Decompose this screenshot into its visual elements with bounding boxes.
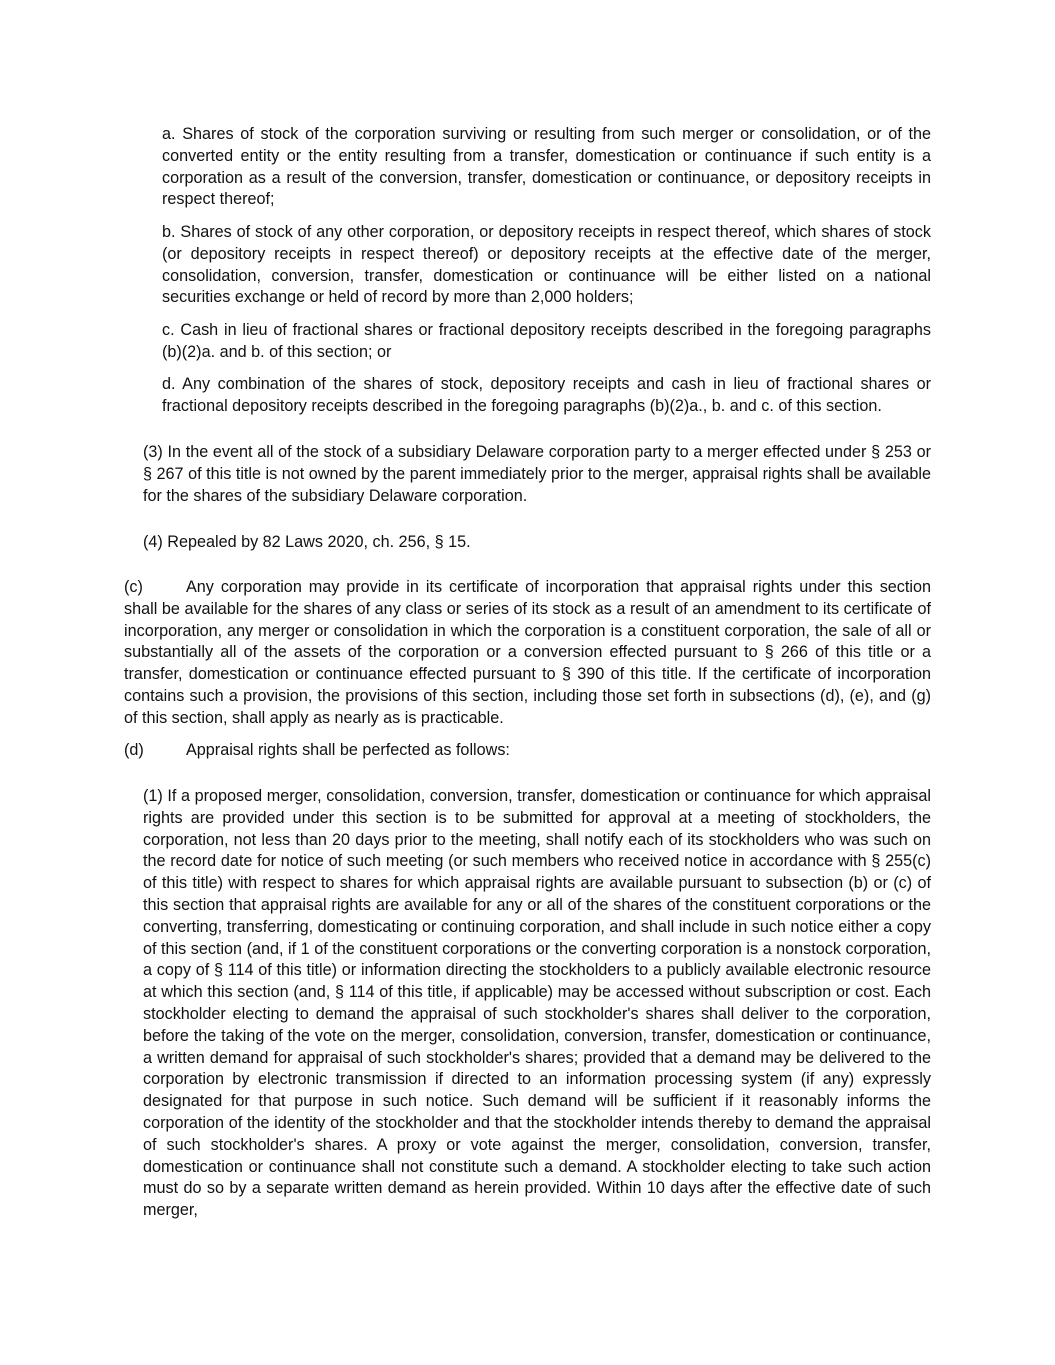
paragraph-b2b: b. Shares of stock of any other corporation, or depository receipts in respect thereof, which shares of stock (or depository receipts in respect thereof) or depository receipts at the effective date of the merger, consolidation, conversion, transfer, domestication or continuance will be either listed on a national securities exchange or held of record by more than 2,000 holders; [162,223,931,307]
subsection-text-c: Any corporation may provide in its certificate of incorporation that appraisal rights under this section shall be available for the shares of any class or series of its stock as a result of an amendment to its certificate of incorporation, any merger or consolidation in which the corporation is a constituent corporation, the sale of all or substantially all of the assets of the corporation or a conversion effected pursuant to § 266 of this title or a transfer, domestication or continuance effected pursuant to § 390 of this title. If the certificate of incorporation contains such a provision, the provisions of this section, including those set forth in subsections (d), (e), and (g) of this section, shall apply as nearly as is practicable. [124,578,931,727]
subsection-label-c: (c) [124,578,143,596]
subsection-label-d: (d) [124,741,144,759]
paragraph-b2d: d. Any combination of the shares of stock, depository receipts and cash in lieu of fractional shares or fractional depository receipts described in the foregoing paragraphs (b)(2)a., b. and c. of this section. [162,375,931,415]
paragraph-b2c: c. Cash in lieu of fractional shares or fractional depository receipts described in the foregoing paragraphs (b)(2)a. and b. of this section; or [162,321,931,361]
paragraph-b3: (3) In the event all of the stock of a subsidiary Delaware corporation party to a merger effected under § 253 or § 267 of this title is not owned by the parent immediately prior to the merger, appraisal rights shall be available for the shares of the subsidiary Delaware corporation. [143,443,931,505]
paragraph-d [124,740,931,762]
paragraph-b2a: a. Shares of stock of the corporation surviving or resulting from such merger or consolidation, or of the converted entity or the entity resulting from a transfer, domestication or continuance if such entity is a corporation as a result of the conversion, transfer, domestication or continuance, or depository receipts in respect thereof; [162,125,931,209]
paragraph-d1: (1) If a proposed merger, consolidation, conversion, transfer, domestication or continuance for which appraisal rights are provided under this section is to be submitted for approval at a meeting of stockholders, the corporation, not less than 20 days prior to the meeting, shall notify each of its stockholders who was such on the record date for notice of such meeting (or such members who received notice in accordance with § 255(c) of this title) with respect to shares for which appraisal rights are available pursuant to subsection (b) or (c) of this section that appraisal rights are available for any or all of the shares of the constituent corporations or the converting, transferring, domesticating or continuing corporation, and shall include in such notice either a copy of this section (and, if 1 of the constituent corporations or the converting corporation is a nonstock corporation, a copy of § 114 of this title) or information directing the stockholders to a publicly available electronic resource at which this section (and, § 114 of this title, if applicable) may be accessed without subscription or cost. Each stockholder electing to demand the appraisal of such stockholder's shares shall deliver to the corporation, before the taking of the vote on the merger, consolidation, conversion, transfer, domestication or continuance, a written demand for appraisal of such stockholder's shares; provided that a demand may be delivered to the corporation by electronic transmission if directed to an information processing system (if any) expressly designated for that purpose in such notice. Such demand will be sufficient if it reasonably informs the corporation of the identity of the stockholder and that the stockholder intends thereby to demand the appraisal of such stockholder's shares. A proxy or vote against the merger, consolidation, conversion, transfer, domestication or continuance shall not constitute such a demand. A stockholder electing to take such action must do so by a separate written demand as herein provided. Within 10 days after the effective date of such merger, [143,787,931,1220]
subsection-text-d: Appraisal rights shall be perfected as follows: [186,741,510,759]
paragraph-c [124,577,931,730]
paragraph-b4: (4) Repealed by 82 Laws 2020, ch. 256, § 15. [143,533,471,551]
